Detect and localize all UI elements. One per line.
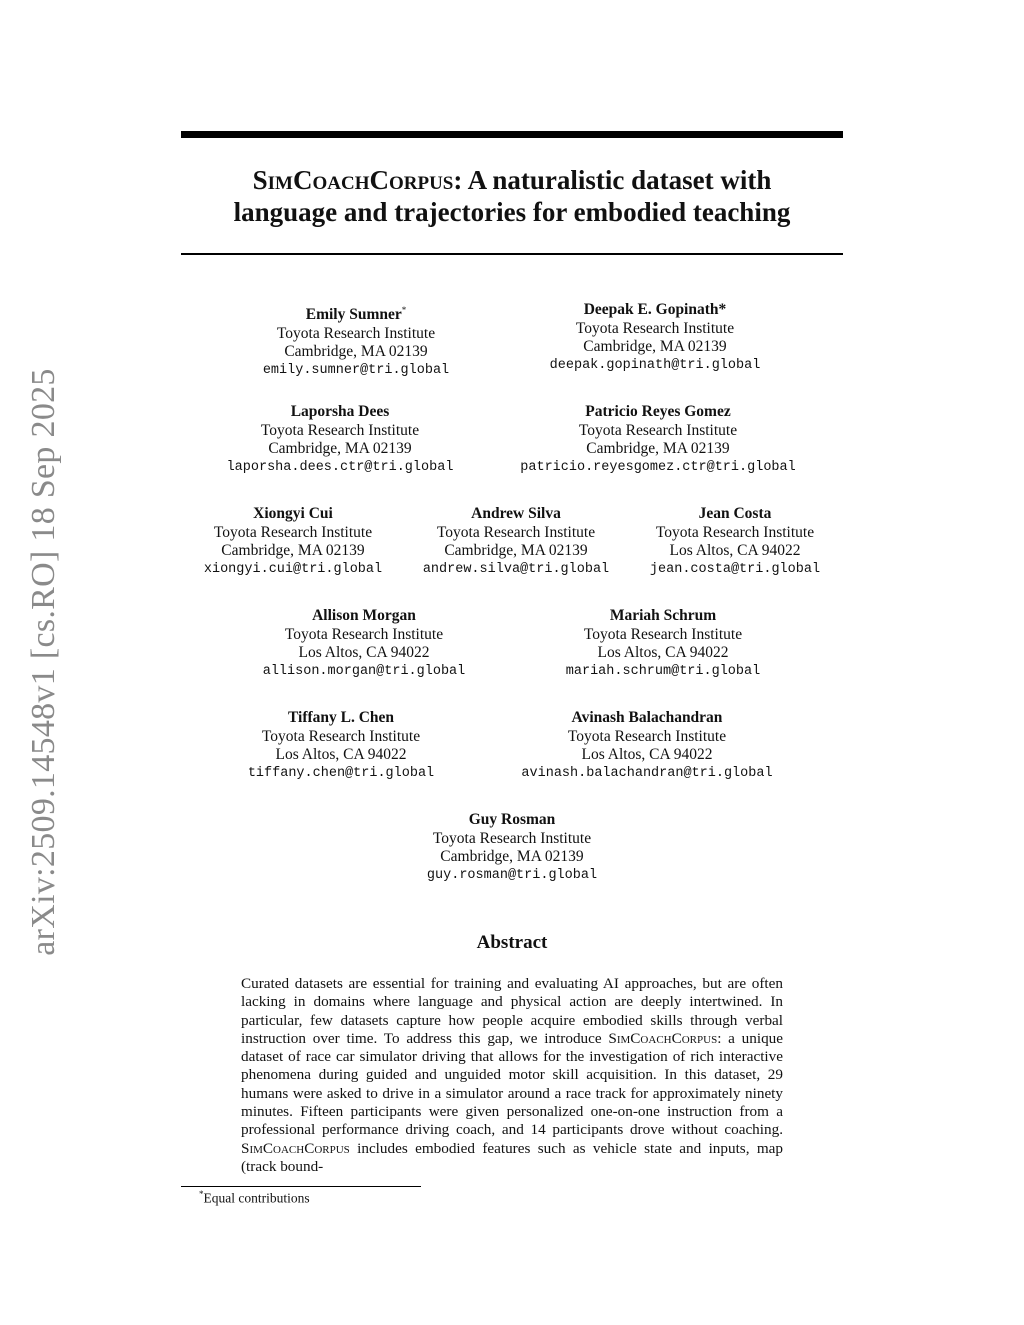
- title-line1-rest: : A naturalistic dataset with: [453, 165, 772, 195]
- author-name: Andrew Silva: [471, 505, 561, 522]
- abstract-dataset-name: SimCoachCorpus: [608, 1029, 718, 1047]
- author-email: avinash.balachandran@tri.global: [521, 765, 773, 781]
- author-affiliation: Toyota Research Institute: [436, 523, 596, 541]
- author-block: [263, 607, 466, 681]
- author-affiliation: Toyota Research Institute: [260, 421, 420, 439]
- author-name: Allison Morgan: [312, 607, 416, 624]
- author-city: Cambridge, MA 02139: [268, 440, 412, 457]
- author-block: [520, 403, 795, 477]
- author-email: patricio.reyesgomez.ctr@tri.global: [520, 459, 796, 475]
- author-email: emily.sumner@tri.global: [262, 362, 450, 378]
- author-affiliation: Toyota Research Institute: [261, 727, 421, 745]
- abstract-dataset-name: SimCoachCorpus: [241, 1139, 350, 1157]
- author-block: [521, 709, 772, 783]
- author-block: [550, 301, 761, 375]
- author-email: andrew.silva@tri.global: [422, 561, 610, 577]
- author-city: Cambridge, MA 02139: [583, 338, 727, 355]
- arxiv-side-stamp: arXiv:2509.14548v1 [cs.RO] 18 Sep 2025: [25, 368, 62, 956]
- author-city: Los Altos, CA 94022: [669, 542, 801, 559]
- author-affiliation: Toyota Research Institute: [213, 523, 373, 541]
- author-city: Los Altos, CA 94022: [597, 644, 729, 661]
- author-affiliation: Toyota Research Institute: [578, 421, 738, 439]
- author-name: Jean Costa: [698, 505, 772, 522]
- author-block: [248, 709, 434, 783]
- author-affiliation: Toyota Research Institute: [575, 319, 735, 337]
- author-block: [263, 301, 449, 380]
- author-email: deepak.gopinath@tri.global: [549, 357, 761, 373]
- paper-title: [181, 164, 843, 228]
- author-city: Cambridge, MA 02139: [444, 542, 588, 559]
- footnote: [199, 1189, 310, 1207]
- author-email: tiffany.chen@tri.global: [247, 765, 435, 781]
- abstract-body: Curated datasets are essential for training and evaluating AI approaches, but are often lacking in domains where language and physical action are deeply intertwined. In particular, few datasets capture how people acquire embodied skills through verbal instruction over time. To address this gap, we introduce SimCoachCorpus: a unique dataset of race car simulator driving that allows for the investigation of rich interactive phenomena during guided and unguided motor skill acquisition. In this dataset, 29 humans were asked to drive in a simulator around a race track for approximately ninety minutes. Fifteen participants were given personalized one-on-one instruction from a professional performance driving coach, and 14 participants drove without coaching. SimCoachCorpus includes embodied features such as vehicle state and inputs, map (track bound-: [241, 975, 784, 1175]
- abstract-heading: Abstract: [476, 932, 548, 953]
- author-block: [204, 505, 382, 579]
- author-email: guy.rosman@tri.global: [426, 867, 598, 883]
- author-affiliation: Toyota Research Institute: [276, 324, 436, 342]
- author-block: [650, 505, 820, 579]
- title-line2: language and trajectories for embodied teaching: [233, 197, 791, 227]
- author-email: laporsha.dees.ctr@tri.global: [226, 459, 454, 475]
- title-dataset-name: SimCoachCorpus: [252, 165, 454, 195]
- title-bottom-rule: [181, 253, 843, 255]
- author-city: Los Altos, CA 94022: [298, 644, 430, 661]
- author-city: Cambridge, MA 02139: [284, 343, 428, 361]
- author-email: allison.morgan@tri.global: [262, 663, 466, 679]
- author-name: Guy Rosman: [468, 811, 556, 828]
- author-block: [566, 607, 760, 681]
- author-name: Tiffany L. Chen: [287, 709, 395, 726]
- footnote-rule: [181, 1186, 421, 1187]
- footnote-mark: *: [199, 1189, 204, 1199]
- author-name: Xiongyi Cui: [253, 505, 333, 522]
- author-email: mariah.schrum@tri.global: [565, 663, 761, 679]
- author-name: Laporsha Dees: [290, 403, 390, 420]
- author-email: jean.costa@tri.global: [649, 561, 821, 577]
- author-affiliation: Toyota Research Institute: [432, 829, 592, 847]
- title-top-rule: [181, 131, 843, 138]
- author-affiliation: Toyota Research Institute: [284, 625, 444, 643]
- author-email: xiongyi.cui@tri.global: [203, 561, 383, 577]
- author-city: Cambridge, MA 02139: [586, 440, 730, 457]
- author-affiliation: Toyota Research Institute: [567, 727, 727, 745]
- author-city: Cambridge, MA 02139: [221, 542, 365, 559]
- author-name: Mariah Schrum: [609, 607, 717, 624]
- footnote-text: Equal contributions: [203, 1190, 310, 1206]
- author-block: [227, 403, 454, 477]
- author-name: Patricio Reyes Gomez: [585, 403, 731, 420]
- author-affiliation: Toyota Research Institute: [655, 523, 815, 541]
- author-name: Deepak E. Gopinath*: [583, 301, 727, 318]
- author-city: Cambridge, MA 02139: [440, 848, 584, 865]
- author-name: Avinash Balachandran: [571, 709, 723, 726]
- author-affiliation: Toyota Research Institute: [583, 625, 743, 643]
- author-name: Emily Sumner*: [305, 305, 407, 324]
- author-block: [423, 505, 609, 579]
- author-city: Los Altos, CA 94022: [275, 746, 407, 763]
- author-block: [427, 811, 597, 885]
- author-city: Los Altos, CA 94022: [581, 746, 713, 763]
